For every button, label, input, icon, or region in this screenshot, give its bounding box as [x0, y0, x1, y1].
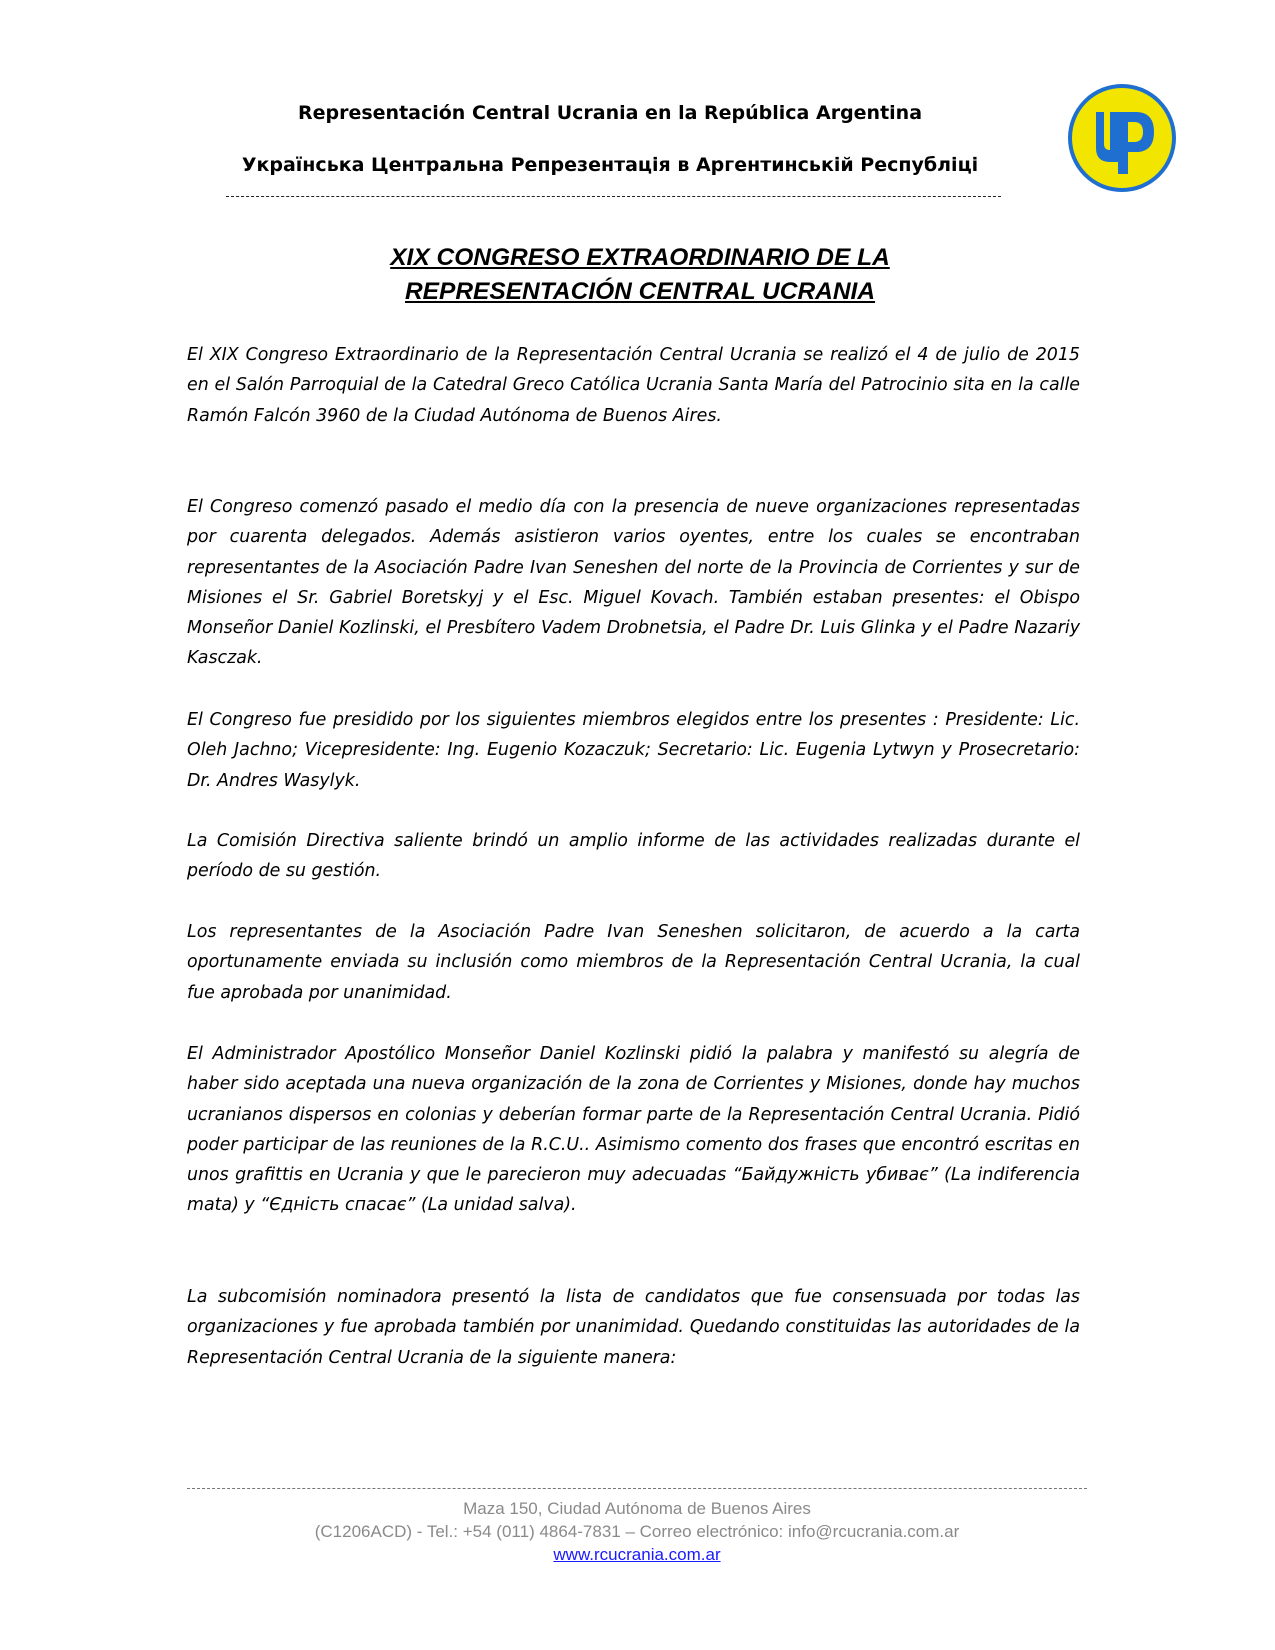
document-title-line-2: REPRESENTACIÓN CENTRAL UCRANIA [404, 278, 876, 305]
paragraph: El Administrador Apostólico Monseñor Daniel Kozlinski pidió la palabra y manifestó su alegría de haber sido aceptada una nueva organización de la zona de Corrientes y Misiones, donde hay muchos ucranianos dispersos en colonias y deberían formar parte de la Representación Central Ucrania. Pidió poder participar de las reuniones de la R.C.U.. Asimismo comento dos frases que encontró escritas en unos grafittis en Ucrania y que le parecieron muy adecuadas “Байдужність убиває” (La indiferencia mata) y “Єдність спасає” (La unidad salva). [187, 1044, 1080, 1216]
paragraph: La subcomisión nominadora presentó la lista de candidatos que fue consensuada por todas las organizaciones y fue aprobada también por unanimidad. Quedando constituidas las autoridades de la Representación Central Ucrania de la siguiente manera: [187, 1287, 1080, 1368]
paragraph: Los representantes de la Asociación Padre Ivan Seneshen solicitaron, de acuerdo a la carta oportunamente enviada su inclusión como miembros de la Representación Central Ucrania, la cual fue aprobada por unanimidad. [187, 922, 1080, 1003]
organization-logo [1066, 82, 1178, 194]
paragraph: El Congreso comenzó pasado el medio día con la presencia de nueve organizaciones representadas por cuarenta delegados. Además asistieron varios oyentes, entre los cuales se encontraban representantes de la Asociación Padre Ivan Seneshen del norte de la Provincia de Corrientes y sur de Misiones el Sr. Gabriel Boretskyj y el Esc. Miguel Kovach. También estaban presentes: el Obispo Monseñor Daniel Kozlinski, el Presbítero Vadem Drobnetsia, el Padre Dr. Luis Glinka y el Padre Nazariy Kasczak. [187, 497, 1080, 669]
header-title-ukrainian: Українська Центральна Репрезентація в Аргентинській Республіці [241, 154, 979, 176]
footer-address: Maza 150, Ciudad Autónoma de Buenos Aires [463, 1499, 811, 1518]
paragraph: La Comisión Directiva saliente brindó un amplio informe de las actividades realizadas durante el período de su gestión. [187, 831, 1080, 882]
footer-divider [187, 1488, 1087, 1489]
header-divider [226, 196, 1001, 197]
document-title-line-1: XIX CONGRESO EXTRAORDINARIO DE LA [390, 244, 890, 271]
paragraph: El Congreso fue presidido por los siguientes miembros elegidos entre los presentes : Presidente: Lic. Oleh Jachno; Vicepresidente: Ing. Eugenio Kozaczuk; Secretario: Lic. Eugenia Lytwyn y Prosecretario: Dr. Andres Wasylyk. [187, 710, 1080, 791]
footer-contact: (C1206ACD) - Tel.: +54 (011) 4864-7831 – Correo electrónico: info@rcucrania.com.ar [314, 1522, 960, 1541]
header-title-spanish: Representación Central Ucrania en la República Argentina [297, 102, 923, 124]
footer-website-link[interactable]: www.rcucrania.com.ar [553, 1545, 721, 1564]
paragraph: El XIX Congreso Extraordinario de la Representación Central Ucrania se realizó el 4 de julio de 2015 en el Salón Parroquial de la Catedral Greco Católica Ucrania Santa María del Patrocinio sita en la calle Ramón Falcón 3960 de la Ciudad Autónoma de Buenos Aires. [187, 345, 1080, 426]
